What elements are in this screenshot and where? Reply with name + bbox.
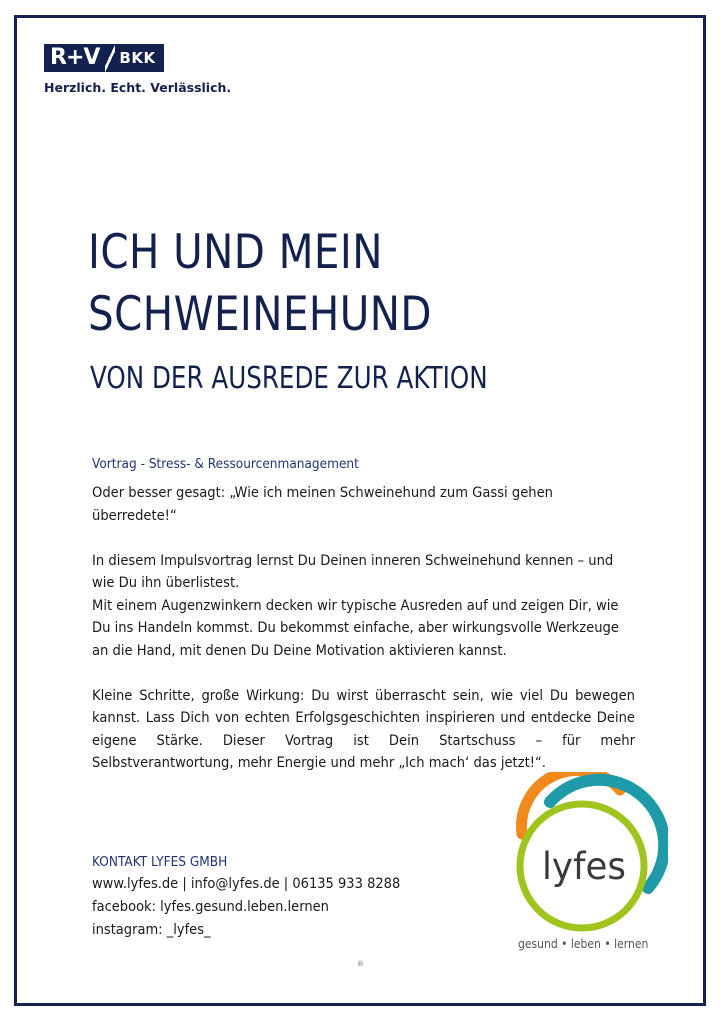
intro-paragraph: Oder besser gesagt: „Wie ich meinen Schweinehund zum Gassi gehen überredete!“ [92,485,553,524]
registered-mark: ® [357,960,364,968]
talk-category-label: Vortrag - Stress- & Ressourcenmanagement [92,456,359,472]
lyfes-wordmark: lyfes [542,845,626,888]
title-line-1: ICH UND MEIN [88,225,383,280]
rv-bkk-logo [44,44,164,72]
page-title [88,222,432,346]
bkk-logo-mark: BKK [115,44,163,72]
logo-slogan: Herzlich. Echt. Verlässlich. [44,80,232,95]
lyfes-tagline: gesund • leben • lernen [518,937,649,951]
paragraph-1b: Mit einem Augenzwinkern decken wir typische Ausreden auf und zeigen Dir, wie Du ins Handeln kommst. Du bekommst einfache, aber wirkungsvolle Werkzeuge an die Hand, mit denen Du Deine Motivation aktivieren kannst. [92,597,619,659]
contact-web-email-phone: www.lyfes.de | info@lyfes.de | 06135 933 8288 [92,876,401,892]
rv-logo-mark: R+V [44,44,105,72]
contact-facebook: facebook: lyfes.gesund.leben.lernen [92,899,329,915]
contact-heading: KONTAKT LYFES GMBH [92,854,228,870]
lyfes-logo [508,772,668,936]
paragraph-1a: In diesem Impulsvortrag lernst Du Deinen inneren Schweinehund kennen – und wie Du ihn überlistest. [92,552,614,591]
page-subtitle: VON DER AUSREDE ZUR AKTION [90,361,488,396]
contact-instagram: instagram: _lyfes_ [92,922,211,938]
body-text [92,482,635,775]
logo-slash [105,44,115,72]
title-line-2: SCHWEINEHUND [88,287,432,342]
paragraph-2: Kleine Schritte, große Wirkung: Du wirst überrascht sein, wie viel Du bewegen kannst. Lass Dich von echten Erfolgsgeschichten inspirieren und entdecke Deine eigene Stärke. Dieser Vortrag ist Dein Startschuss – für mehr Selbstverantwortung, mehr Energie und mehr „Ich mach‘ das jetzt!“. [92,687,635,771]
